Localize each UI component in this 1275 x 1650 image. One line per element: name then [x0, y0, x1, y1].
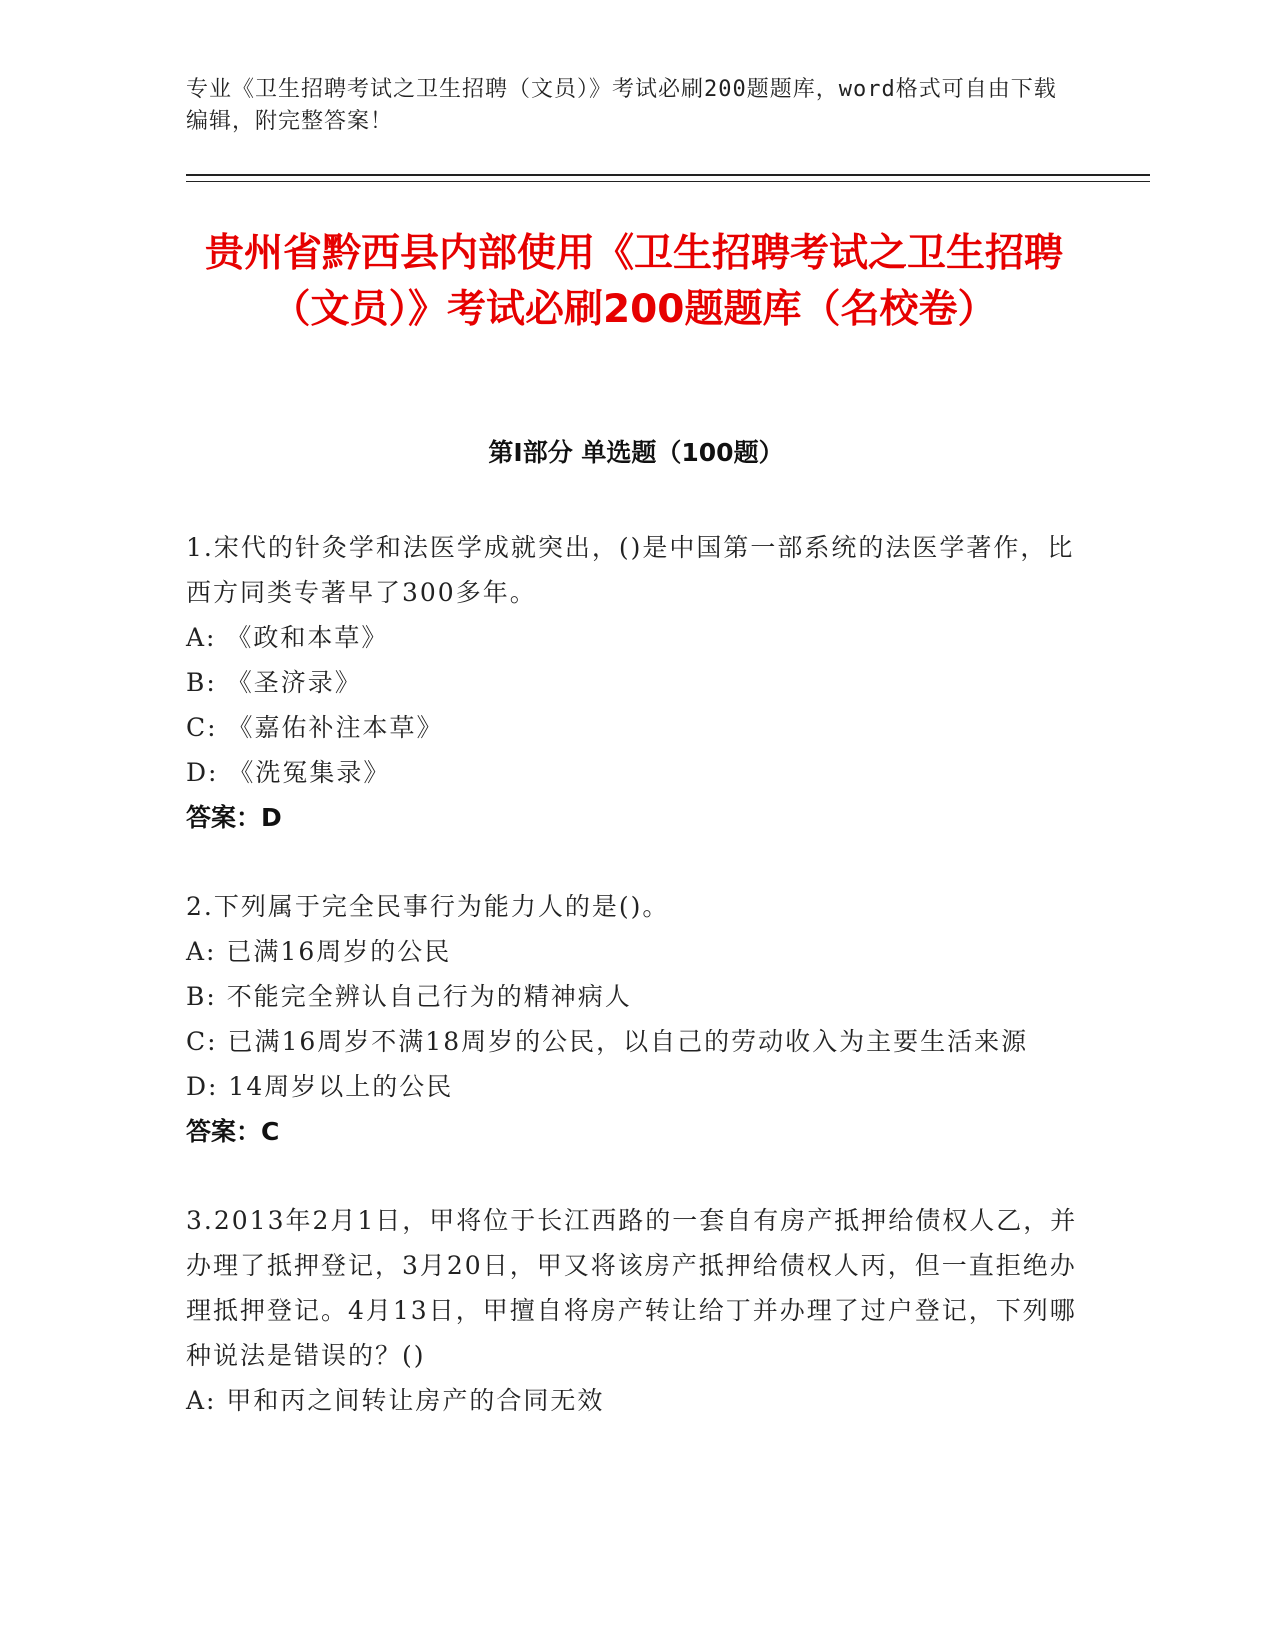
option-c: C: 《嘉佑补注本草》 [186, 713, 444, 742]
question-stem: 2.下列属于完全民事行为能力人的是()。 [186, 892, 670, 921]
option-c: C: 已满16周岁不满18周岁的公民，以自己的劳动收入为主要生活来源 [186, 1027, 1029, 1056]
question-stem: 1.宋代的针灸学和法医学成就突出，()是中国第一部系统的法医学著作，比西方同类专著早了300多年。 [186, 533, 1075, 607]
option-a: A: 甲和丙之间转让房产的合同无效 [186, 1386, 605, 1415]
answer: 答案：D [186, 803, 282, 832]
option-d: D: 《洗冤集录》 [186, 758, 391, 787]
question-1 [186, 525, 1086, 840]
option-b: B: 不能完全辨认自己行为的精神病人 [186, 982, 632, 1011]
header-note: 专业《卫生招聘考试之卫生招聘（文员）》考试必刷200题题库，word格式可自由下载编辑，附完整答案！ [186, 77, 1057, 134]
option-a: A: 已满16周岁的公民 [186, 937, 452, 966]
header-rule-thin [186, 181, 1150, 182]
question-3 [186, 1198, 1086, 1423]
header-rule-thick [186, 174, 1150, 176]
question-list [186, 525, 1086, 1467]
document-title: 贵州省黔西县内部使用《卫生招聘考试之卫生招聘（文员）》考试必刷200题题库（名校卷） [204, 231, 1063, 332]
question-stem: 3.2013年2月1日，甲将位于长江西路的一套自有房产抵押给债权人乙，并办理了抵押登记，3月20日，甲又将该房产抵押给债权人丙，但一直拒绝办理抵押登记。4月13日，甲擅自将房产转让给丁并办理了过户登记，下列哪种说法是错误的？() [186, 1206, 1078, 1370]
option-b: B: 《圣济录》 [186, 668, 362, 697]
question-2 [186, 884, 1086, 1154]
option-d: D: 14周岁以上的公民 [186, 1072, 454, 1101]
answer: 答案：C [186, 1117, 280, 1146]
section-title: 第I部分 单选题（100题） [488, 438, 784, 467]
option-a: A: 《政和本草》 [186, 623, 389, 652]
